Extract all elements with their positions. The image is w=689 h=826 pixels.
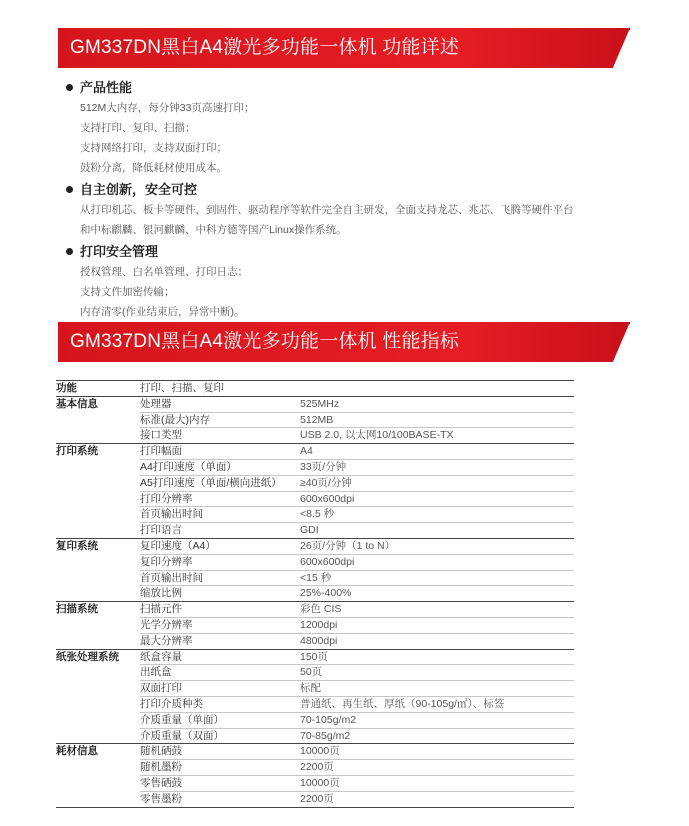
- spec-row: [56, 712, 574, 728]
- spec-row: [56, 602, 574, 618]
- spec-item: 接口类型: [140, 428, 300, 444]
- spec-row: [56, 728, 574, 744]
- spec-item: 打印分辨率: [140, 491, 300, 507]
- spec-value: 600x600dpi: [300, 491, 574, 507]
- spec-item: 介质重量（双面）: [140, 728, 300, 744]
- spec-row: [56, 665, 574, 681]
- spec-row: [56, 554, 574, 570]
- spec-item: 出纸盒: [140, 665, 300, 681]
- feature-list: [66, 76, 626, 322]
- feature-section: [66, 242, 626, 322]
- features-banner-title: GM337DN黑白A4激光多功能一体机 功能详述: [70, 37, 460, 58]
- spec-value: 普通纸、再生纸、厚纸（90-105g/㎡）、标签: [300, 696, 574, 712]
- spec-category: 扫描系统: [56, 602, 140, 618]
- spec-value: 26页/分钟（1 to N）: [300, 538, 574, 554]
- spec-value: [300, 381, 574, 397]
- specs-banner-title: GM337DN黑白A4激光多功能一体机 性能指标: [70, 331, 460, 352]
- feature-title-text: 打印安全管理: [80, 244, 159, 259]
- spec-category: [56, 681, 140, 697]
- spec-category: [56, 570, 140, 586]
- spec-value: 600x600dpi: [300, 554, 574, 570]
- spec-item: 零售墨粉: [140, 791, 300, 807]
- spec-row: [56, 412, 574, 428]
- spec-table-container: [56, 380, 574, 808]
- bullet-icon: [66, 186, 73, 193]
- spec-category: [56, 554, 140, 570]
- spec-category: [56, 459, 140, 475]
- spec-value: 525MHz: [300, 396, 574, 412]
- spec-item: 双面打印: [140, 681, 300, 697]
- spec-value: 彩色 CIS: [300, 602, 574, 618]
- spec-row: [56, 649, 574, 665]
- spec-row: [56, 633, 574, 649]
- spec-item: A4打印速度（单面）: [140, 459, 300, 475]
- spec-category: [56, 665, 140, 681]
- feature-title: [66, 180, 626, 200]
- spec-row: [56, 775, 574, 791]
- spec-category: [56, 491, 140, 507]
- spec-category: [56, 475, 140, 491]
- spec-value: 4800dpi: [300, 633, 574, 649]
- spec-row: [56, 396, 574, 412]
- spec-value: 2200页: [300, 791, 574, 807]
- spec-category: [56, 586, 140, 602]
- spec-item: 打印介质种类: [140, 696, 300, 712]
- spec-value: A4: [300, 444, 574, 460]
- spec-item: 复印速度（A4）: [140, 538, 300, 554]
- spec-row: [56, 459, 574, 475]
- feature-line: 从打印机芯、板卡等硬件，到固件、驱动程序等软件完全自主研发，全面支持龙芯、兆芯、飞腾等硬件平台: [80, 204, 574, 216]
- spec-item: 打印幅面: [140, 444, 300, 460]
- spec-item: 随机硒鼓: [140, 744, 300, 760]
- spec-row: [56, 570, 574, 586]
- spec-category: 耗材信息: [56, 744, 140, 760]
- spec-category: [56, 412, 140, 428]
- spec-value: ≥40页/分钟: [300, 475, 574, 491]
- spec-item: 随机墨粉: [140, 760, 300, 776]
- spec-value: 10000页: [300, 775, 574, 791]
- feature-title: [66, 242, 626, 262]
- spec-category: [56, 428, 140, 444]
- spec-row: [56, 507, 574, 523]
- spec-category: [56, 728, 140, 744]
- spec-item: 处理器: [140, 396, 300, 412]
- spec-category: 功能: [56, 381, 140, 397]
- spec-item: 零售硒鼓: [140, 775, 300, 791]
- spec-value: <8.5 秒: [300, 507, 574, 523]
- feature-line: 512M大内存，每分钟33页高速打印；: [80, 102, 255, 114]
- spec-value: 70-85g/m2: [300, 728, 574, 744]
- spec-value: 标配: [300, 681, 574, 697]
- spec-item: 纸盒容量: [140, 649, 300, 665]
- spec-row: [56, 696, 574, 712]
- spec-item: 首页输出时间: [140, 570, 300, 586]
- feature-line: 支持文件加密传输；: [80, 286, 175, 298]
- spec-item: 打印、扫描、复印: [140, 381, 300, 397]
- spec-row: [56, 428, 574, 444]
- spec-table: [56, 380, 574, 808]
- spec-item: 标准(最大)内存: [140, 412, 300, 428]
- spec-row: [56, 617, 574, 633]
- spec-value: 512MB: [300, 412, 574, 428]
- specs-banner: [58, 322, 630, 362]
- spec-category: [56, 791, 140, 807]
- spec-value: USB 2.0, 以太网10/100BASE-TX: [300, 428, 574, 444]
- spec-value: 70-105g/m2: [300, 712, 574, 728]
- bullet-icon: [66, 84, 73, 91]
- feature-line: 支持网络打印，支持双面打印；: [80, 142, 227, 154]
- spec-row: [56, 491, 574, 507]
- spec-category: 基本信息: [56, 396, 140, 412]
- spec-item: 光学分辨率: [140, 617, 300, 633]
- spec-row: [56, 760, 574, 776]
- spec-value: 10000页: [300, 744, 574, 760]
- spec-item: 打印语言: [140, 523, 300, 539]
- feature-line: 授权管理、白名单管理、打印日志；: [80, 266, 248, 278]
- spec-item: 扫描元件: [140, 602, 300, 618]
- spec-category: [56, 712, 140, 728]
- spec-value: 1200dpi: [300, 617, 574, 633]
- spec-value: 150页: [300, 649, 574, 665]
- spec-category: 打印系统: [56, 444, 140, 460]
- spec-category: [56, 507, 140, 523]
- spec-row: [56, 586, 574, 602]
- feature-line: 鼓粉分离，降低耗材使用成本。: [80, 162, 227, 174]
- spec-row: [56, 475, 574, 491]
- features-banner: [58, 28, 630, 68]
- spec-category: [56, 760, 140, 776]
- spec-category: [56, 696, 140, 712]
- feature-title-text: 产品性能: [80, 80, 133, 95]
- spec-value: 50页: [300, 665, 574, 681]
- feature-line: 和中标麒麟、银河麒麟、中科方德等国产Linux操作系统。: [80, 224, 347, 236]
- spec-category: [56, 523, 140, 539]
- feature-line: 内存清零(作业结束后，异常中断)。: [80, 306, 245, 318]
- spec-row: [56, 523, 574, 539]
- spec-row: [56, 744, 574, 760]
- spec-item: A5打印速度（单面/横向进纸）: [140, 475, 300, 491]
- spec-value: <15 秒: [300, 570, 574, 586]
- spec-item: 复印分辨率: [140, 554, 300, 570]
- spec-category: [56, 617, 140, 633]
- spec-item: 缩放比例: [140, 586, 300, 602]
- spec-row: [56, 791, 574, 807]
- spec-value: GDI: [300, 523, 574, 539]
- bullet-icon: [66, 248, 73, 255]
- spec-category: [56, 775, 140, 791]
- spec-category: [56, 633, 140, 649]
- spec-value: 25%-400%: [300, 586, 574, 602]
- spec-item: 最大分辨率: [140, 633, 300, 649]
- spec-category: 复印系统: [56, 538, 140, 554]
- spec-value: 33页/分钟: [300, 459, 574, 475]
- feature-section: [66, 180, 626, 240]
- feature-title-text: 自主创新，安全可控: [80, 182, 198, 197]
- spec-category: 纸张处理系统: [56, 649, 140, 665]
- spec-row: [56, 444, 574, 460]
- feature-line: 支持打印、复印、扫描；: [80, 122, 196, 134]
- feature-section: [66, 78, 626, 178]
- spec-row: [56, 538, 574, 554]
- spec-value: 2200页: [300, 760, 574, 776]
- feature-title: [66, 78, 626, 98]
- spec-row: [56, 381, 574, 397]
- spec-item: 介质重量（单面）: [140, 712, 300, 728]
- spec-row: [56, 681, 574, 697]
- spec-item: 首页输出时间: [140, 507, 300, 523]
